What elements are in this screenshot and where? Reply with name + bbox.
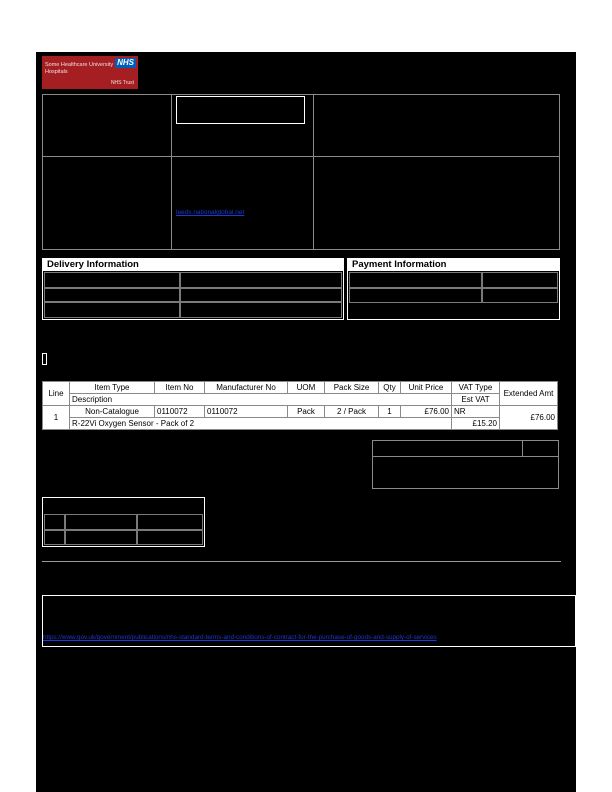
cell-manufacturer-no: 0110072 <box>205 406 288 418</box>
bracket-marker <box>42 353 47 365</box>
cell-unit-price: £76.00 <box>401 406 452 418</box>
cell-item-no: 0110072 <box>155 406 205 418</box>
delivery-field-label <box>44 302 180 318</box>
approval-cell <box>65 530 137 545</box>
cell-vat-type: NR <box>452 406 500 418</box>
col-header-est-vat: Est VAT <box>452 394 500 406</box>
trust-logo <box>42 56 138 89</box>
approval-cell <box>137 530 203 545</box>
order-items-table <box>42 381 558 430</box>
col-header-extended-amt: Extended Amt <box>500 382 558 406</box>
col-header-qty: Qty <box>379 382 401 394</box>
col-header-vat-type: VAT Type <box>452 382 500 394</box>
cell-line: 1 <box>43 406 70 430</box>
delivery-field-label <box>44 288 180 302</box>
logo-subtext: NHS Trust <box>110 80 134 86</box>
approval-cell <box>137 514 203 530</box>
payment-information-title: Payment Information <box>348 259 559 271</box>
approval-cell <box>44 530 65 545</box>
approval-cell <box>65 514 137 530</box>
totals-divider <box>372 456 559 457</box>
payment-field-value <box>482 288 558 303</box>
col-header-unit-price: Unit Price <box>401 382 452 394</box>
col-header-uom: UOM <box>288 382 325 394</box>
payment-field-value <box>482 272 558 288</box>
delivery-field-label <box>44 272 180 288</box>
nhs-badge: NHS <box>117 58 134 67</box>
grid-divider <box>42 156 560 157</box>
delivery-field-value <box>180 302 342 318</box>
col-header-pack-size: Pack Size <box>325 382 379 394</box>
approval-cell <box>44 514 65 530</box>
totals-divider <box>522 440 523 456</box>
cell-description: R-22Vi Oxygen Sensor - Pack of 2 <box>70 418 452 430</box>
delivery-information-title: Delivery Information <box>43 259 343 271</box>
payment-field-label <box>349 272 482 288</box>
order-number-box <box>176 96 305 124</box>
grid-divider <box>313 94 314 250</box>
col-header-item-no: Item No <box>155 382 205 394</box>
grid-divider <box>171 94 172 250</box>
cell-uom: Pack <box>288 406 325 418</box>
cell-item-type: Non-Catalogue <box>70 406 155 418</box>
col-header-item-type: Item Type <box>70 382 155 394</box>
section-separator <box>42 561 561 562</box>
order-totals-box <box>372 440 559 489</box>
cell-pack-size: 2 / Pack <box>325 406 379 418</box>
col-header-manufacturer-no: Manufacturer No <box>205 382 288 394</box>
cell-extended-amt: £76.00 <box>500 406 558 430</box>
payment-field-label <box>349 288 482 303</box>
logo-text: Some Healthcare University Hospitals <box>45 62 114 75</box>
terms-conditions-link[interactable]: https://www.gov.uk/government/publications/nhs-standard-terms-and-conditions-of-contract-for-the-purchase-of-goods-and-supply-of-services <box>43 634 437 641</box>
delivery-field-value <box>180 272 342 288</box>
cell-est-vat: £15.20 <box>452 418 500 430</box>
col-header-description: Description <box>70 394 452 406</box>
supplier-email-link[interactable]: leeds.nationalglobal.net <box>176 209 245 216</box>
cell-qty: 1 <box>379 406 401 418</box>
col-header-line: Line <box>43 382 70 406</box>
delivery-field-value <box>180 288 342 302</box>
table-row <box>43 406 558 418</box>
